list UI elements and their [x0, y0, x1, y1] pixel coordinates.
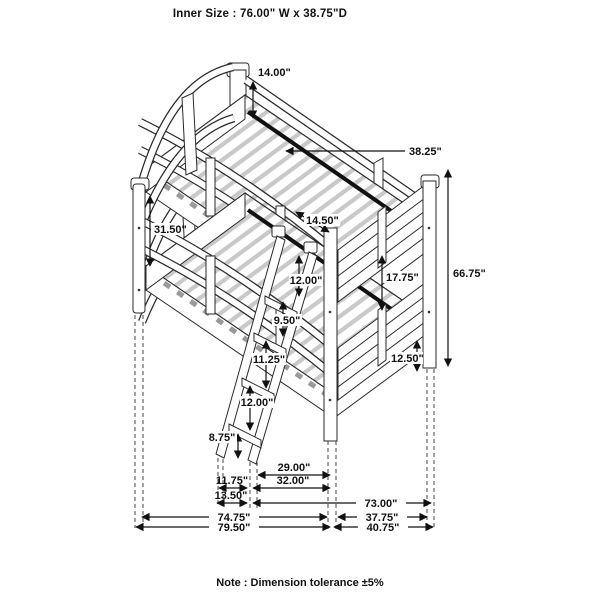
dim-side-panel: 12.50": [391, 353, 424, 365]
dim-bunk-depth: 38.25": [409, 146, 442, 158]
dim-ladder-base: 13.50": [214, 490, 248, 502]
dim-ladder-span: 32.00": [276, 475, 310, 487]
dim-ladder-step-1: 12.00": [289, 275, 323, 287]
dim-ladder-step-3: 11.25": [252, 354, 286, 366]
dim-overall-height: 66.75": [453, 268, 486, 280]
dim-inner-length: 73.00": [364, 498, 398, 510]
inner-size-title: Inner Size : 76.00" W x 38.75"D: [172, 8, 348, 20]
post-right: [421, 175, 439, 368]
dim-ladder-step-2: 9.50": [273, 315, 301, 327]
dim-lower-clearance: 31.50": [154, 224, 187, 236]
dim-ladder-offset: 11.75": [215, 475, 249, 487]
dim-bunk-gap: 17.75": [386, 272, 419, 284]
dim-ladder-step-5: 8.75": [208, 432, 236, 444]
dim-inner-width: 37.75": [365, 512, 399, 524]
dim-overall-width: 40.75": [366, 522, 400, 534]
dim-ladder-step-4: 12.00": [240, 397, 274, 409]
dim-rail-gap: 14.50": [306, 215, 339, 227]
dim-rail-length: 74.75": [217, 512, 251, 524]
post-front: [324, 228, 337, 441]
dim-ladder-to-leg: 29.00": [277, 462, 311, 474]
post-left: [131, 178, 149, 313]
tolerance-note: Note : Dimension tolerance ±5%: [216, 577, 384, 589]
dim-overall-length: 79.50": [217, 522, 251, 534]
dim-top-rail-height: 14.00": [258, 67, 291, 79]
